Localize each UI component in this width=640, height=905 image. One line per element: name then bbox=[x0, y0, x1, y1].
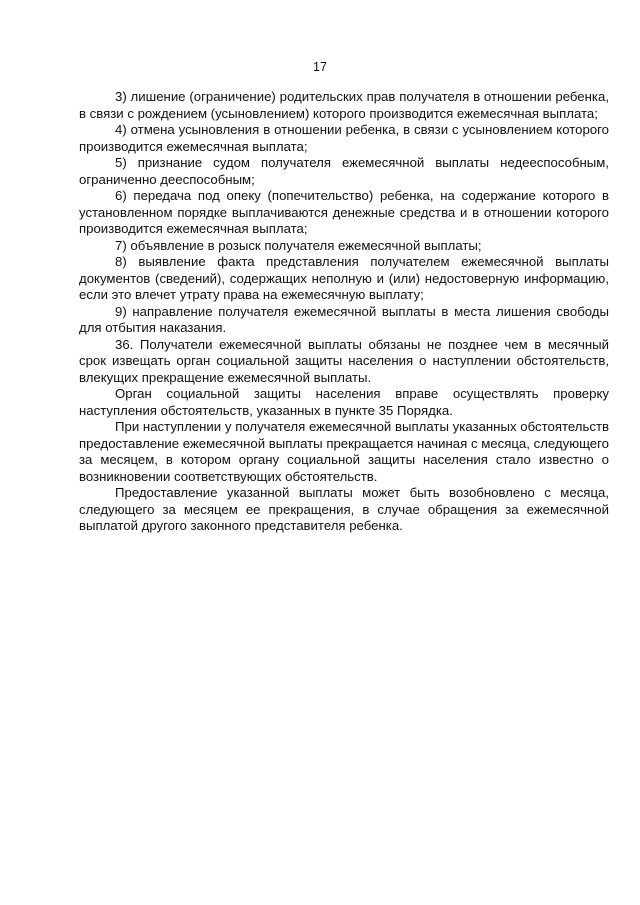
paragraph-verification: Орган социальной защиты населения вправе осуществлять проверку наступления обстоятельств, указанных в пункте 35 Порядка. bbox=[79, 386, 609, 418]
paragraph-item-3: 3) лишение (ограничение) родительских прав получателя в отношении ребенка, в связи с рождением (усыновлением) которого производится ежемесячная выплата; bbox=[79, 89, 609, 121]
document-body bbox=[79, 89, 609, 535]
paragraph-item-4: 4) отмена усыновления в отношении ребенка, в связи с усыновлением которого производится ежемесячная выплата; bbox=[79, 122, 609, 154]
paragraph-clause-36: 36. Получатели ежемесячной выплаты обязаны не позднее чем в месячный срок извещать орган социальной защиты населения о наступлении обстоятельств, влекущих прекращение ежемесячной выплаты. bbox=[79, 336, 609, 385]
page-number: 17 bbox=[313, 60, 327, 74]
paragraph-item-7: 7) объявление в розыск получателя ежемесячной выплаты; bbox=[115, 237, 482, 253]
paragraph-item-8: 8) выявление факта представления получателем ежемесячной выплаты документов (сведений), содержащих неполную и (или) недостоверную информацию, если это влечет утрату права на ежемесячную выплату; bbox=[79, 254, 609, 302]
paragraph-resumption: Предоставление указанной выплаты может быть возобновлено с месяца, следующего за месяцем ее прекращения, в случае обращения за ежемесячной выплатой другого законного представителя ребенка. bbox=[79, 485, 609, 533]
paragraph-item-9: 9) направление получателя ежемесячной выплаты в места лишения свободы для отбытия наказания. bbox=[79, 303, 609, 335]
paragraph-item-6: 6) передача под опеку (попечительство) ребенка, на содержание которого в установленном порядке выплачиваются денежные средства и в отношении которого производится ежемесячная выплата; bbox=[79, 188, 609, 236]
paragraph-item-5: 5) признание судом получателя ежемесячной выплаты недееспособным, ограниченно дееспособным; bbox=[79, 155, 609, 187]
paragraph-termination: При наступлении у получателя ежемесячной выплаты указанных обстоятельств предоставление ежемесячной выплаты прекращается начиная с месяца, следующего за месяцем, в котором органу социальной защиты населения стало известно о возникновении соответствующих обстоятельств. bbox=[79, 419, 609, 484]
